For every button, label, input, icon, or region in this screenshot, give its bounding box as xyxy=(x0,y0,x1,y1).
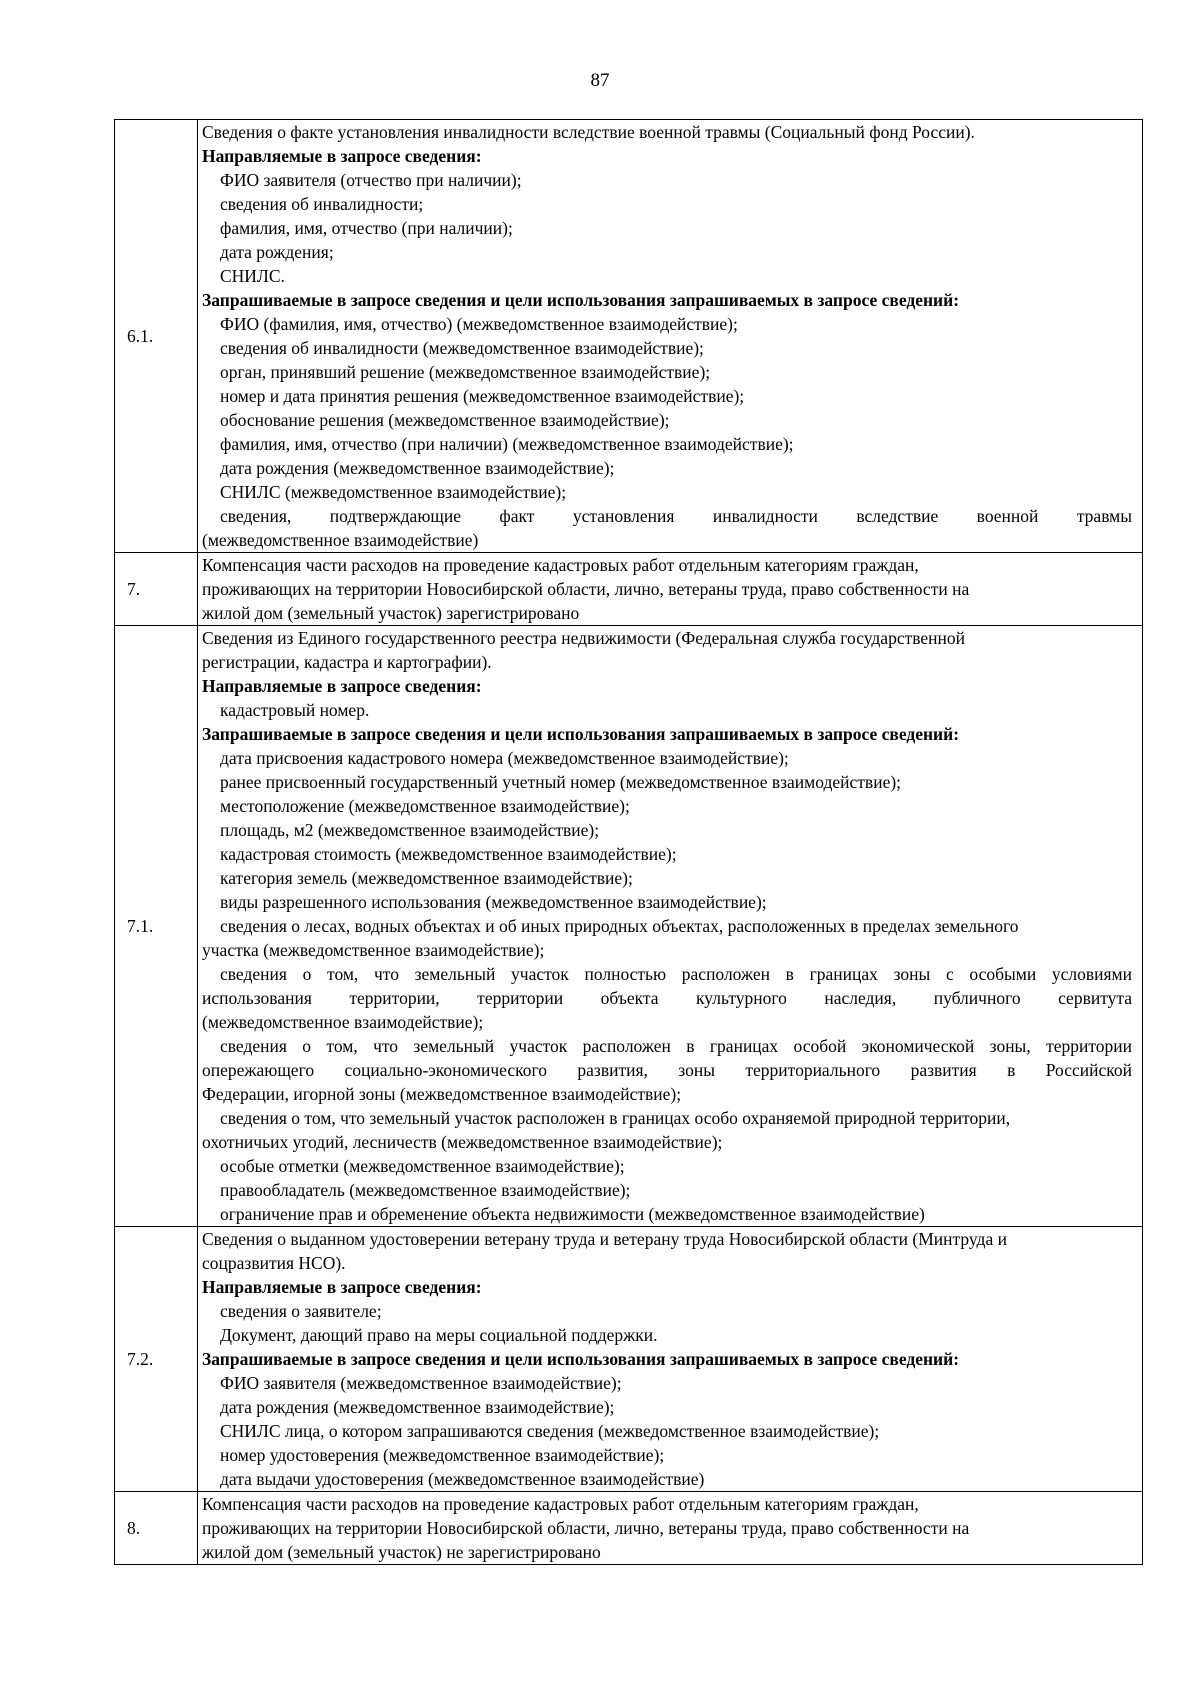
text-line: ФИО заявителя (отчество при наличии); xyxy=(220,170,522,190)
text-line: местоположение (межведомственное взаимодействие); xyxy=(220,796,630,816)
section-heading: Запрашиваемые в запросе сведения и цели использования запрашиваемых в запросе сведений: xyxy=(202,1349,960,1369)
table-row xyxy=(115,626,1143,1227)
text-line: СНИЛС (межведомственное взаимодействие); xyxy=(220,482,567,502)
text-line: сведения о лесах, водных объектах и об иных природных объектах, расположенных в пределах земельного xyxy=(220,916,1019,936)
text-line: охотничьих угодий, лесничеств (межведомственное взаимодействие); xyxy=(202,1132,723,1152)
document-table xyxy=(114,119,1143,1565)
text-line: Сведения о выданном удостоверении ветерану труда и ветерану труда Новосибирской области (Минтруда и xyxy=(202,1229,1007,1249)
text-line: Федерации, игорной зоны (межведомственное взаимодействие); xyxy=(202,1084,682,1104)
text-line: категория земель (межведомственное взаимодействие); xyxy=(220,868,633,888)
text-line: сведения о заявителе; xyxy=(220,1301,382,1321)
table-row xyxy=(115,553,1143,626)
text-line: сведения о том, что земельный участок полностью расположен в границах зоны с особыми условиями xyxy=(220,964,1132,984)
row-number: 8. xyxy=(115,1492,198,1565)
row-number: 6.1. xyxy=(115,120,198,553)
text-line: дата рождения (межведомственное взаимодействие); xyxy=(220,458,615,478)
text-line: (межведомственное взаимодействие); xyxy=(202,1012,484,1032)
text-line: ФИО заявителя (межведомственное взаимодействие); xyxy=(220,1373,622,1393)
text-line: орган, принявший решение (межведомственное взаимодействие); xyxy=(220,362,711,382)
text-line: соцразвития НСО). xyxy=(202,1253,346,1273)
text-line: дата выдачи удостоверения (межведомственное взаимодействие) xyxy=(220,1469,705,1489)
section-heading: Направляемые в запросе сведения: xyxy=(202,676,482,696)
text-line: регистрации, кадастра и картографии). xyxy=(202,652,492,672)
text-line: номер удостоверения (межведомственное взаимодействие); xyxy=(220,1445,665,1465)
text-line: жилой дом (земельный участок) не зарегистрировано xyxy=(202,1542,601,1562)
text-line: жилой дом (земельный участок) зарегистрировано xyxy=(202,603,580,623)
page-number: 87 xyxy=(590,70,610,91)
text-line: кадастровая стоимость (межведомственное взаимодействие); xyxy=(220,844,677,864)
row-content xyxy=(198,120,1143,553)
text-line: Сведения о факте установления инвалидности вследствие военной травмы (Социальный фонд России). xyxy=(202,122,975,142)
text-line: дата присвоения кадастрового номера (межведомственное взаимодействие); xyxy=(220,748,789,768)
text-line: сведения об инвалидности; xyxy=(220,194,424,214)
text-line: опережающего социально-экономического развития, зоны территориального развития в Российской xyxy=(202,1060,1132,1080)
text-line: ФИО (фамилия, имя, отчество) (межведомственное взаимодействие); xyxy=(220,314,738,334)
text-line: Сведения из Единого государственного реестра недвижимости (Федеральная служба государственной xyxy=(202,628,966,648)
text-line: фамилия, имя, отчество (при наличии); xyxy=(220,218,513,238)
text-line: правообладатель (межведомственное взаимодействие); xyxy=(220,1180,631,1200)
text-line: дата рождения (межведомственное взаимодействие); xyxy=(220,1397,615,1417)
row-number: 7.1. xyxy=(115,626,198,1227)
row-content xyxy=(198,1227,1143,1492)
text-line: (межведомственное взаимодействие) xyxy=(202,530,479,550)
text-line: сведения о том, что земельный участок расположен в границах особо охраняемой природной территории, xyxy=(220,1108,1011,1128)
table-body xyxy=(115,120,1143,1565)
text-line: Документ, дающий право на меры социальной поддержки. xyxy=(220,1325,658,1345)
text-line: фамилия, имя, отчество (при наличии) (межведомственное взаимодействие); xyxy=(220,434,794,454)
text-line: СНИЛС. xyxy=(220,266,285,286)
text-line: номер и дата принятия решения (межведомственное взаимодействие); xyxy=(220,386,745,406)
text-line: СНИЛС лица, о котором запрашиваются сведения (межведомственное взаимодействие); xyxy=(220,1421,880,1441)
row-content xyxy=(198,626,1143,1227)
text-line: виды разрешенного использования (межведомственное взаимодействие); xyxy=(220,892,767,912)
section-heading: Направляемые в запросе сведения: xyxy=(202,146,482,166)
text-line: дата рождения; xyxy=(220,242,334,262)
table-row xyxy=(115,1227,1143,1492)
row-number: 7. xyxy=(115,553,198,626)
text-line: ограничение прав и обременение объекта недвижимости (межведомственное взаимодействие) xyxy=(220,1204,925,1224)
text-line: кадастровый номер. xyxy=(220,700,370,720)
row-content xyxy=(198,1492,1143,1565)
text-line: Компенсация части расходов на проведение кадастровых работ отдельным категориям граждан, xyxy=(202,1494,919,1514)
text-line: площадь, м2 (межведомственное взаимодействие); xyxy=(220,820,600,840)
text-line: особые отметки (межведомственное взаимодействие); xyxy=(220,1156,625,1176)
row-number: 7.2. xyxy=(115,1227,198,1492)
section-heading: Запрашиваемые в запросе сведения и цели использования запрашиваемых в запросе сведений: xyxy=(202,724,960,744)
text-line: ранее присвоенный государственный учетный номер (межведомственное взаимодействие); xyxy=(220,772,902,792)
row-content xyxy=(198,553,1143,626)
section-heading: Направляемые в запросе сведения: xyxy=(202,1277,482,1297)
text-line: Компенсация части расходов на проведение кадастровых работ отдельным категориям граждан, xyxy=(202,555,919,575)
text-line: сведения, подтверждающие факт установления инвалидности вследствие военной травмы xyxy=(220,506,1132,526)
text-line: сведения об инвалидности (межведомственное взаимодействие); xyxy=(220,338,704,358)
table-row xyxy=(115,120,1143,553)
text-line: обоснование решения (межведомственное взаимодействие); xyxy=(220,410,670,430)
text-line: проживающих на территории Новосибирской области, лично, ветераны труда, право собственности на xyxy=(202,579,970,599)
text-line: использования территории, территории объекта культурного наследия, публичного сервитута xyxy=(202,988,1132,1008)
text-line: проживающих на территории Новосибирской области, лично, ветераны труда, право собственности на xyxy=(202,1518,970,1538)
section-heading: Запрашиваемые в запросе сведения и цели использования запрашиваемых в запросе сведений: xyxy=(202,290,960,310)
text-line: участка (межведомственное взаимодействие); xyxy=(202,940,545,960)
table-row xyxy=(115,1492,1143,1565)
text-line: сведения о том, что земельный участок расположен в границах особой экономической зоны, территории xyxy=(220,1036,1132,1056)
